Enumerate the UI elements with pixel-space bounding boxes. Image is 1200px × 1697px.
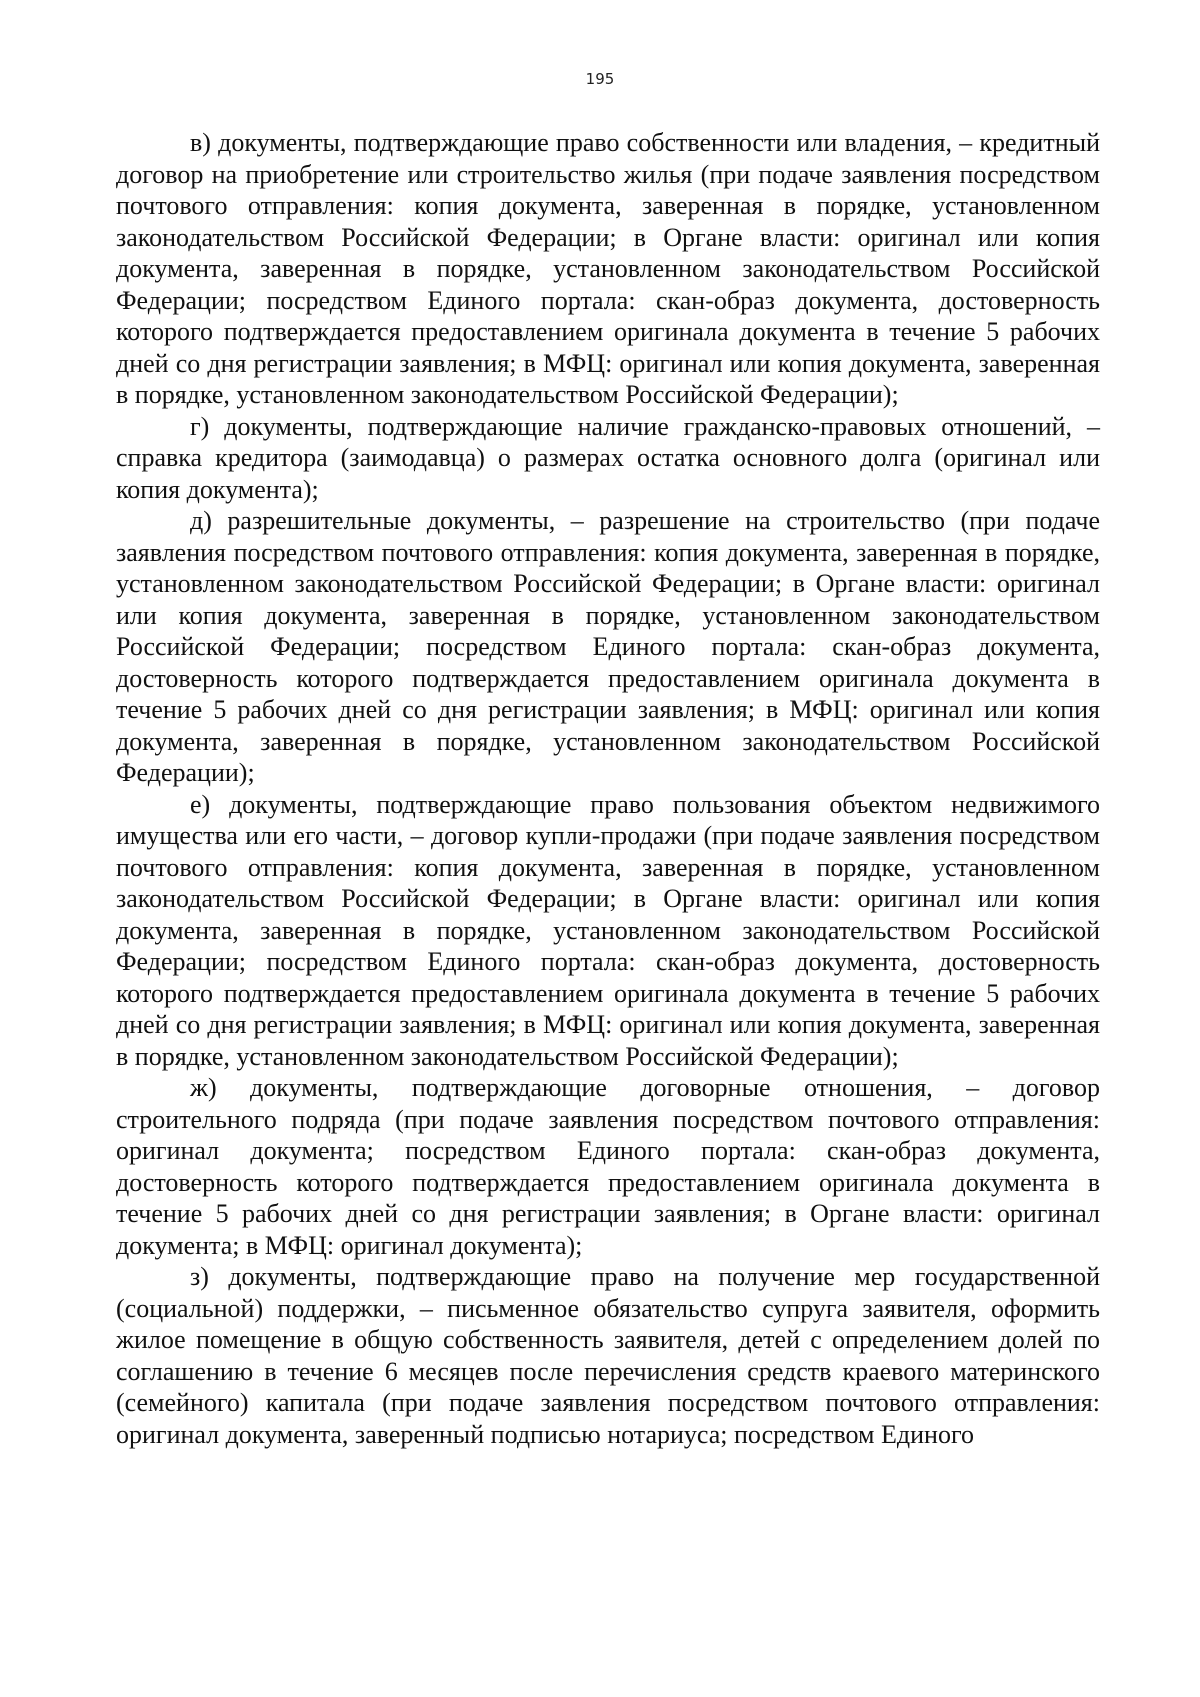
- paragraph-z: з) документы, подтверждающие право на получение мер государственной (социальной) поддержки, – письменное обязательство супруга заявителя, оформить жилое помещение в общую собственность заявителя, детей с определением долей по соглашению в течение 6 месяцев после перечисления средств краевого материнского (семейного) капитала (при подаче заявления посредством почтового отправления: оригинал документа, заверенный подписью нотариуса; посредством Единого: [116, 1262, 1100, 1449]
- page-number: 195: [585, 70, 615, 88]
- paragraph-g: г) документы, подтверждающие наличие гражданско-правовых отношений, – справка кредитора (заимодавца) о размерах остатка основного долга (оригинал или копия документа);: [116, 411, 1100, 504]
- paragraph-e: е) документы, подтверждающие право пользования объектом недвижимого имущества или его части, – договор купли-продажи (при подаче заявления посредством почтового отправления: копия документа, заверенная в порядке, установленном законодательством Российской Федерации; в Органе власти: оригинал или копия документа, заверенная в порядке, установленном законодательством Российской Федерации; посредством Единого портала: скан-образ документа, достоверность которого подтверждается предоставлением оригинала документа в течение 5 рабочих дней со дня регистрации заявления; в МФЦ: оригинал или копия документа, заверенная в порядке, установленном законодательством Российской Федерации);: [116, 789, 1100, 1071]
- paragraph-zh: ж) документы, подтверждающие договорные отношения, – договор строительного подряда (при подаче заявления посредством почтового отправления: оригинал документа; посредством Единого портала: скан-образ документа, достоверность которого подтверждается предоставлением оригинала документа в течение 5 рабочих дней со дня регистрации заявления; в Органе власти: оригинал документа; в МФЦ: оригинал документа);: [116, 1073, 1100, 1260]
- document-body: [116, 127, 1100, 1450]
- paragraph-d: д) разрешительные документы, – разрешение на строительство (при подаче заявления посредством почтового отправления: копия документа, заверенная в порядке, установленном законодательством Российской Федерации; в Органе власти: оригинал или копия документа, заверенная в порядке, установленном законодательством Российской Федерации; посредством Единого портала: скан-образ документа, достоверность которого подтверждается предоставлением оригинала документа в течение 5 рабочих дней со дня регистрации заявления; в МФЦ: оригинал или копия документа, заверенная в порядке, установленном законодательством Российской Федерации);: [116, 506, 1100, 787]
- paragraph-v: в) документы, подтверждающие право собственности или владения, – кредитный договор на приобретение или строительство жилья (при подаче заявления посредством почтового отправления: копия документа, заверенная в порядке, установленном законодательством Российской Федерации; в Органе власти: оригинал или копия документа, заверенная в порядке, установленном законодательством Российской Федерации; посредством Единого портала: скан-образ документа, достоверность которого подтверждается предоставлением оригинала документа в течение 5 рабочих дней со дня регистрации заявления; в МФЦ: оригинал или копия документа, заверенная в порядке, установленном законодательством Российской Федерации);: [116, 128, 1100, 409]
